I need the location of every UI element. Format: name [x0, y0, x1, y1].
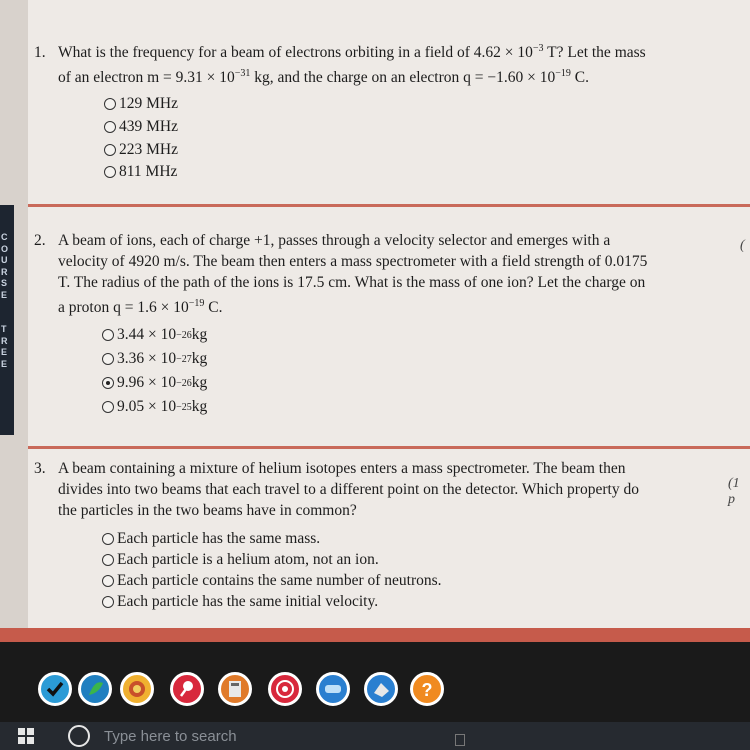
question-number: 1.	[34, 44, 46, 62]
side-letter: C	[1, 232, 8, 242]
radio-button[interactable]	[102, 329, 114, 341]
radio-button[interactable]	[104, 144, 116, 156]
option-label: 811 MHz	[119, 163, 178, 180]
question-number: 2.	[34, 232, 46, 249]
course-tree-letters	[1, 232, 13, 370]
radio-button[interactable]	[102, 401, 114, 413]
radio-button[interactable]	[102, 575, 114, 587]
q2-option-1[interactable]	[102, 326, 207, 344]
side-letter: E	[1, 289, 8, 300]
side-letter: U	[1, 255, 8, 265]
question-text: C.	[204, 299, 223, 317]
printer-icon[interactable]	[364, 672, 398, 706]
panel-bottom-bar	[0, 628, 750, 642]
side-letter: E	[1, 358, 8, 369]
option-unit: kg	[191, 374, 208, 391]
exponent: −26	[176, 329, 192, 341]
question-text: A beam containing a mixture of helium isotopes enters a mass spectrometer. The beam then	[58, 460, 626, 477]
points-label: (1 p	[728, 476, 740, 507]
app-toolbar	[0, 660, 750, 720]
help-icon[interactable]	[410, 672, 444, 706]
globe-icon[interactable]	[78, 672, 112, 706]
side-letter: T	[1, 324, 7, 334]
option-label: 9.96 × 10	[117, 374, 177, 391]
exponent: −27	[176, 353, 192, 365]
windows-start-icon[interactable]	[18, 728, 34, 744]
radio-button[interactable]	[102, 596, 114, 608]
question-text: What is the frequency for a beam of electrons orbiting in a field of 4.62 × 10	[58, 44, 533, 62]
question-text: A beam of ions, each of charge +1, passes through a velocity selector and emerges with a	[58, 232, 611, 249]
radio-button-selected[interactable]	[102, 377, 114, 389]
radio-button[interactable]	[102, 353, 114, 365]
radio-button[interactable]	[102, 554, 114, 566]
side-gap	[1, 301, 13, 313]
question-2	[34, 230, 734, 318]
q2-option-4[interactable]	[102, 398, 207, 416]
exponent: −19	[188, 298, 205, 309]
question-separator	[28, 446, 750, 449]
side-letter: R	[1, 266, 8, 277]
question-1	[34, 38, 746, 88]
q1-option-3[interactable]	[104, 141, 178, 159]
windows-taskbar	[0, 722, 750, 750]
side-gap	[1, 313, 13, 325]
question-text: velocity of 4920 m/s. The beam then enters a mass spectrometer with a field strength of 0.0175	[58, 253, 648, 270]
exponent: −31	[234, 68, 251, 80]
points-label: (	[740, 238, 745, 253]
radio-button[interactable]	[104, 166, 116, 178]
question-text: of an electron m = 9.31 × 10	[58, 69, 235, 87]
question-3	[34, 458, 724, 521]
option-unit: kg	[191, 326, 208, 343]
svg-text:?: ?	[421, 680, 433, 700]
option-label: Each particle has the same mass.	[117, 530, 321, 547]
side-letter: E	[1, 347, 8, 357]
option-label: 3.36 × 10	[117, 350, 177, 367]
question-text: kg, and the charge on an electron q = −1.60 × 10	[254, 69, 556, 87]
question-separator	[28, 204, 750, 207]
exponent: −26	[176, 377, 192, 389]
option-label: 439 MHz	[119, 118, 178, 135]
question-text: T? Let the mass	[543, 44, 646, 62]
option-label: Each particle is a helium atom, not an ion.	[117, 551, 379, 568]
option-label: Each particle has the same initial velocity.	[117, 593, 379, 610]
radio-button[interactable]	[104, 98, 116, 110]
exponent: −3	[532, 43, 544, 54]
question-text: divides into two beams that each travel to a different point on the detector. Which property do	[58, 481, 639, 498]
option-unit: kg	[191, 350, 208, 367]
q3-option-4[interactable]	[102, 593, 378, 611]
option-unit: kg	[191, 398, 208, 415]
target-icon[interactable]	[268, 672, 302, 706]
taskbar-search-input[interactable]: Type here to search	[104, 728, 237, 745]
question-text: T. The radius of the path of the ions is 17.5 cm. What is the mass of one ion? Let the charge on	[58, 274, 646, 291]
side-letter: S	[1, 278, 8, 288]
question-number: 3.	[34, 460, 46, 477]
exponent: −25	[176, 401, 192, 413]
question-text: C.	[574, 69, 589, 87]
q1-option-2[interactable]	[104, 118, 178, 136]
option-label: 9.05 × 10	[117, 398, 177, 415]
question-text: a proton q = 1.6 × 10	[58, 299, 189, 317]
question-text: the particles in the two beams have in common?	[58, 502, 357, 519]
side-letter: R	[1, 335, 8, 346]
option-label: 223 MHz	[119, 141, 178, 158]
option-label: Each particle contains the same number of neutrons.	[117, 572, 442, 589]
q2-option-2[interactable]	[102, 350, 207, 368]
cortana-icon[interactable]	[68, 725, 90, 747]
radio-button[interactable]	[104, 121, 116, 133]
q3-option-2[interactable]	[102, 551, 379, 569]
pushpin-icon[interactable]	[170, 672, 204, 706]
option-label: 129 MHz	[119, 95, 178, 112]
globe-network-icon[interactable]	[120, 672, 154, 706]
message-icon[interactable]	[316, 672, 350, 706]
q3-option-3[interactable]	[102, 572, 442, 590]
radio-button[interactable]	[102, 533, 114, 545]
side-letter: O	[1, 243, 9, 254]
calculator-icon[interactable]	[218, 672, 252, 706]
exponent: −19	[555, 68, 571, 80]
q1-option-4[interactable]	[104, 163, 177, 181]
task-view-icon[interactable]	[455, 734, 465, 746]
q1-option-1[interactable]	[104, 95, 178, 113]
q3-option-1[interactable]	[102, 530, 320, 548]
q2-option-3[interactable]	[102, 374, 207, 392]
checkmark-icon[interactable]	[38, 672, 72, 706]
option-label: 3.44 × 10	[117, 326, 177, 343]
